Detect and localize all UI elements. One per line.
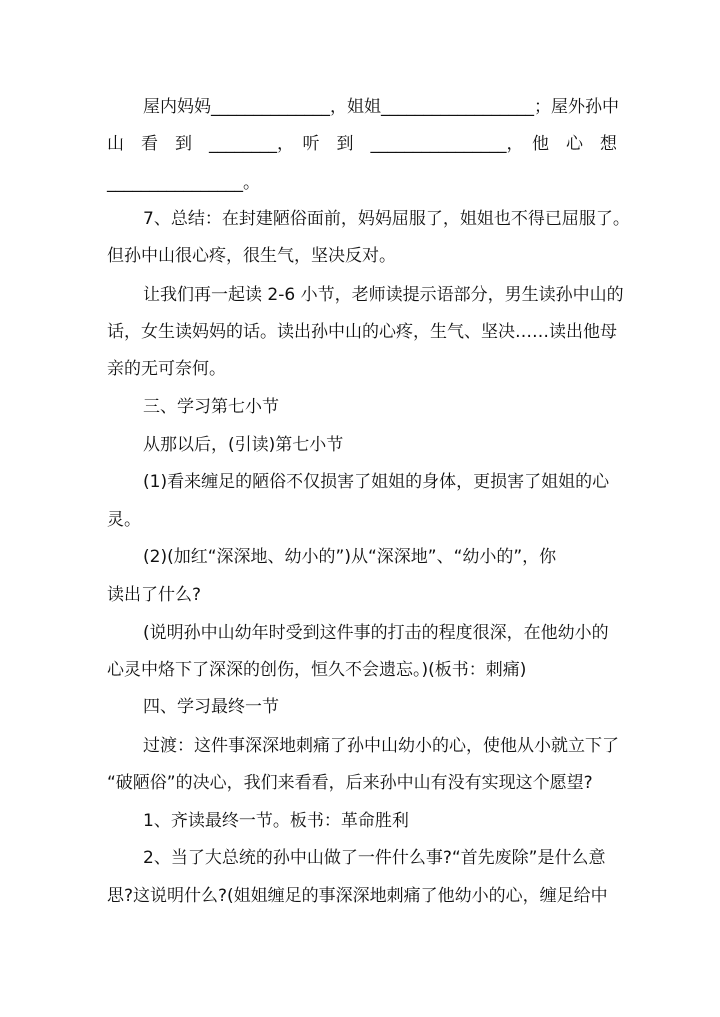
text-line: 过渡：这件事深深地刺痛了孙中山幼小的心，使他从小就立下了 [143, 736, 619, 756]
text-line: 灵。 [107, 510, 141, 530]
text-line: 让我们再一起读 2-6 小节，老师读提示语部分，男生读孙中山的 [143, 285, 624, 305]
text-line: (1)看来缠足的陋俗不仅损害了姐姐的身体，更损害了姐姐的心 [143, 472, 610, 492]
text-line: (2)(加红“深深地、幼小的”)从“深深地”、“幼小的”，你 [143, 547, 557, 567]
section-heading: 四、学习最终一节 [143, 697, 279, 717]
text-line: 1、齐读最终一节。板书：革命胜利 [143, 811, 409, 831]
text-line: 7、总结：在封建陋俗面前，妈妈屈服了，姐姐也不得已屈服了。 [143, 209, 630, 229]
section-heading: 三、学习第七小节 [143, 397, 279, 417]
text-line: 山 看 到 ________， 听 到 ________________， 他 心 想 [107, 134, 617, 154]
text-line: 心灵中烙下了深深的创伤，恒久不会遗忘。)(板书：刺痛) [107, 660, 527, 680]
text-line: (说明孙中山幼年时受到这件事的打击的程度很深，在他幼小的 [143, 623, 609, 643]
text-line: 屋内妈妈______________，姐姐__________________；屋外孙中 [143, 97, 619, 117]
text-line: 从那以后，(引读)第七小节 [143, 435, 344, 455]
text-line: 但孙中山很心疼，很生气，坚决反对。 [107, 246, 396, 266]
text-line: 思?这说明什么?(姐姐缠足的事深深地刺痛了他幼小的心，缠足给中 [107, 886, 608, 906]
text-line: “破陋俗”的决心，我们来看看，后来孙中山有没有实现这个愿望? [107, 773, 593, 793]
text-line: 2、当了大总统的孙中山做了一件什么事?“首先废除”是什么意 [143, 848, 606, 868]
text-line: ________________。 [107, 173, 260, 193]
text-line: 亲的无可奈何。 [107, 359, 226, 379]
text-line: 话，女生读妈妈的话。读出孙中山的心疼，生气、坚决……读出他母 [107, 322, 617, 342]
text-line: 读出了什么? [107, 585, 202, 605]
